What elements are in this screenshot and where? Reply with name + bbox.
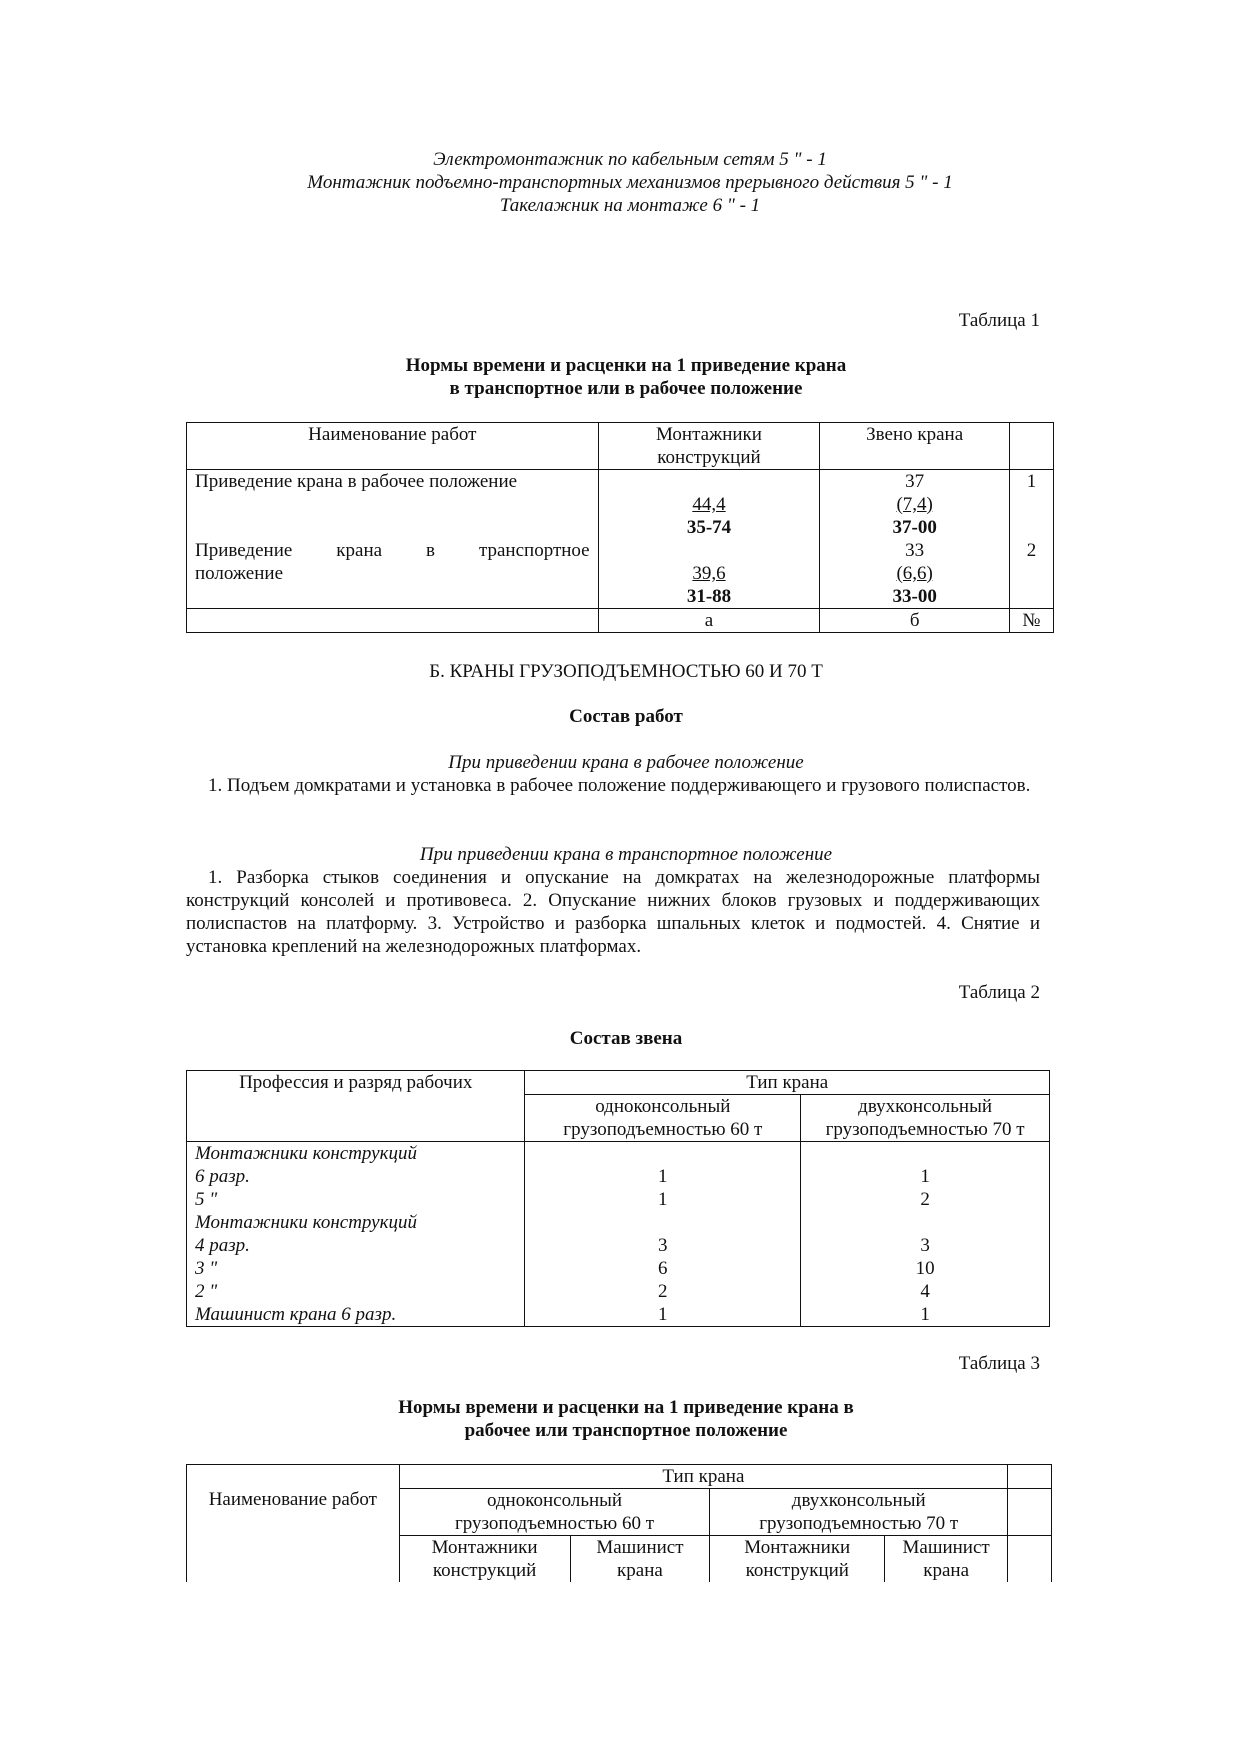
table2-caption: Таблица 2 <box>958 982 1040 1003</box>
table1-row1-a <box>598 470 820 540</box>
crew-line-3: Такелажник на монтаже 6 " - 1 <box>499 195 761 216</box>
table3-caption: Таблица 3 <box>958 1353 1040 1374</box>
table1-row2-work-line1 <box>195 539 590 562</box>
table2-row2-single: 1 <box>658 1166 668 1187</box>
table2-row7-single: 2 <box>658 1281 668 1302</box>
table1-header-row <box>187 423 1054 470</box>
table2-double-values <box>801 1142 1050 1327</box>
table1-row2-a-time: 39,6 <box>692 563 726 584</box>
table3-operator-double-line2: крана <box>923 1560 969 1581</box>
table2-header-crane-type: Тип крана <box>525 1071 1050 1095</box>
crew-header <box>0 148 1240 217</box>
table1-header-crew: Звено крана <box>820 423 1010 470</box>
table1-row1-a-time: 44,4 <box>692 494 726 515</box>
table2-header-double-line1: двухконсольный <box>858 1096 993 1117</box>
table1-row2-word3: в <box>426 540 435 561</box>
crew-line-2: Монтажник подъемно-транспортных механизмов прерывного действия 5 " - 1 <box>307 172 953 193</box>
table2-row3-single: 1 <box>658 1189 668 1210</box>
table1-row1-work: Приведение крана в рабочее положение <box>187 470 599 540</box>
table3-header-empty1 <box>1008 1465 1052 1489</box>
table2-header-single-line1: одноконсольный <box>595 1096 731 1117</box>
table2-labels <box>187 1142 525 1327</box>
section-subheading: Состав работ <box>569 706 683 727</box>
table2-row5-label: 4 разр. <box>195 1235 250 1256</box>
work-position-title: При приведении крана в рабочее положение <box>448 752 804 773</box>
table1-header-work: Наименование работ <box>187 423 599 470</box>
table3-header-operator-single <box>570 1536 710 1583</box>
table1-title <box>186 354 1066 400</box>
table3-header-fitters-double <box>710 1536 885 1583</box>
table1-caption: Таблица 1 <box>958 310 1040 331</box>
table2-row4-label: Монтажники конструкций <box>195 1212 417 1233</box>
table3-fitters-single-line1: Монтажники <box>431 1537 538 1558</box>
table2-row6-single: 6 <box>658 1258 668 1279</box>
table3-title-line2: рабочее или транспортное положение <box>464 1420 788 1441</box>
table-row <box>187 470 1054 540</box>
table3-header-work: Наименование работ <box>187 1465 400 1583</box>
table1-title-line1: Нормы времени и расценки на 1 приведение крана <box>405 355 847 376</box>
table1-row2-b <box>820 539 1010 609</box>
table2-row8-double: 1 <box>920 1304 930 1325</box>
table1 <box>186 422 1054 633</box>
table2-row2-label: 6 разр. <box>195 1166 250 1187</box>
table2-header-double-line2: грузоподъемностью 70 т <box>825 1119 1025 1140</box>
table2-row3-label: 5 " <box>195 1189 218 1210</box>
table3-header-single-line2: грузоподъемностью 60 т <box>455 1513 655 1534</box>
crew-line-1: Электромонтажник по кабельным сетям 5 " - 1 <box>433 149 827 170</box>
section-heading: Б. КРАНЫ ГРУЗОПОДЪЕМНОСТЬЮ 60 И 70 Т <box>429 661 823 682</box>
table2-single-values <box>525 1142 801 1327</box>
table2-header-row1 <box>187 1071 1050 1095</box>
table1-title-line2: в транспортное или в рабочее положение <box>449 378 803 399</box>
table3-header-double <box>710 1489 1008 1536</box>
table2-row2-double: 1 <box>920 1166 930 1187</box>
table3-header-crane-type: Тип крана <box>399 1465 1007 1489</box>
table2-title: Состав звена <box>569 1028 683 1049</box>
table2-row6-label: 3 " <box>195 1258 218 1279</box>
table3-header-fitters-single <box>399 1536 570 1583</box>
table3 <box>186 1464 1052 1582</box>
table2-row8-single: 1 <box>658 1304 668 1325</box>
table1-row2-b-time: (6,6) <box>896 563 933 584</box>
table1-row1-b-rate: 37-00 <box>892 517 937 538</box>
table3-header-empty3 <box>1008 1536 1052 1583</box>
table2-header-single-line2: грузоподъемностью 60 т <box>563 1119 763 1140</box>
table3-fitters-double-line1: Монтажники <box>744 1537 851 1558</box>
table2-row7-double: 4 <box>920 1281 930 1302</box>
table1-header-fitters-line2: конструкций <box>657 447 761 468</box>
table1-row2-work-line2: положение <box>195 563 284 584</box>
table3-header-operator-double <box>885 1536 1008 1583</box>
table1-row1-b-time: (7,4) <box>896 494 933 515</box>
table1-row2-work <box>187 539 599 609</box>
table2-row7-label: 2 " <box>195 1281 218 1302</box>
table1-header-fitters <box>598 423 820 470</box>
table2-row1-label: Монтажники конструкций <box>195 1143 417 1164</box>
table2-header-double <box>801 1095 1050 1142</box>
transport-position-title: При приведении крана в транспортное положение <box>419 844 833 865</box>
table-row <box>187 539 1054 609</box>
table3-operator-single-line1: Машинист <box>596 1537 684 1558</box>
table1-header-empty <box>1009 423 1053 470</box>
table1-row2-a <box>598 539 820 609</box>
table1-footer-a: а <box>598 609 820 633</box>
table1-row2-word1: Приведение <box>195 540 293 561</box>
table1-row2-a-rate: 31-88 <box>686 586 732 607</box>
work-position-text: 1. Подъем домкратами и установка в рабочее положение поддерживающего и грузового полиспастов. <box>208 775 1031 796</box>
table3-title <box>186 1396 1066 1442</box>
table1-footer-no: № <box>1009 609 1053 633</box>
table1-row2-b-top: 33 <box>905 540 925 561</box>
table1-row1-a-rate: 35-74 <box>686 517 732 538</box>
table3-header-row1 <box>187 1465 1052 1489</box>
table3-header-double-line1: двухконсольный <box>791 1490 926 1511</box>
table1-row2-b-rate: 33-00 <box>892 586 937 607</box>
table3-title-line1: Нормы времени и расценки на 1 приведение крана в <box>398 1397 854 1418</box>
table3-operator-double-line1: Машинист <box>902 1537 990 1558</box>
table2-row6-double: 10 <box>915 1258 935 1279</box>
table1-row2-no: 2 <box>1009 539 1053 609</box>
table3-fitters-single-line2: конструкций <box>432 1560 537 1581</box>
table1-header-fitters-line1: Монтажники <box>656 424 762 445</box>
table2-row3-double: 2 <box>920 1189 930 1210</box>
table2 <box>186 1070 1050 1327</box>
table1-footer-empty <box>187 609 599 633</box>
table3-fitters-double-line2: конструкций <box>745 1560 849 1581</box>
table2-header-single <box>525 1095 801 1142</box>
table1-footer-b: б <box>820 609 1010 633</box>
table1-row1-b <box>820 470 1010 540</box>
table3-operator-single-line2: крана <box>617 1560 663 1581</box>
table3-header-single <box>399 1489 710 1536</box>
table-row <box>187 1142 1050 1327</box>
table3-header-empty2 <box>1008 1489 1052 1536</box>
table3-header-single-line1: одноконсольный <box>486 1490 623 1511</box>
table1-footer-row <box>187 609 1054 633</box>
table3-header-double-line2: грузоподъемностью 70 т <box>759 1513 959 1534</box>
table2-row5-single: 3 <box>658 1235 668 1256</box>
table2-row5-double: 3 <box>920 1235 930 1256</box>
table2-row8-label: Машинист крана 6 разр. <box>195 1304 397 1325</box>
table1-row2-word4: транспортное <box>478 540 590 561</box>
table1-row2-word2: крана <box>336 540 383 561</box>
transport-position-text: 1. Разборка стыков соединения и опускание на домкратах на железнодорожные платформы конструкций консолей и противовеса. 2. Опускание нижних блоков грузовых и поддерживающих полиспастов на платформу. 3. Устройство и разборка шпальных клеток и подмостей. 4. Снятие и установка креплений на железнодорожных платформах. <box>186 867 1040 957</box>
table1-row1-no: 1 <box>1009 470 1053 540</box>
table2-header-profession: Профессия и разряд рабочих <box>187 1071 525 1142</box>
table1-row1-b-top: 37 <box>905 471 925 492</box>
